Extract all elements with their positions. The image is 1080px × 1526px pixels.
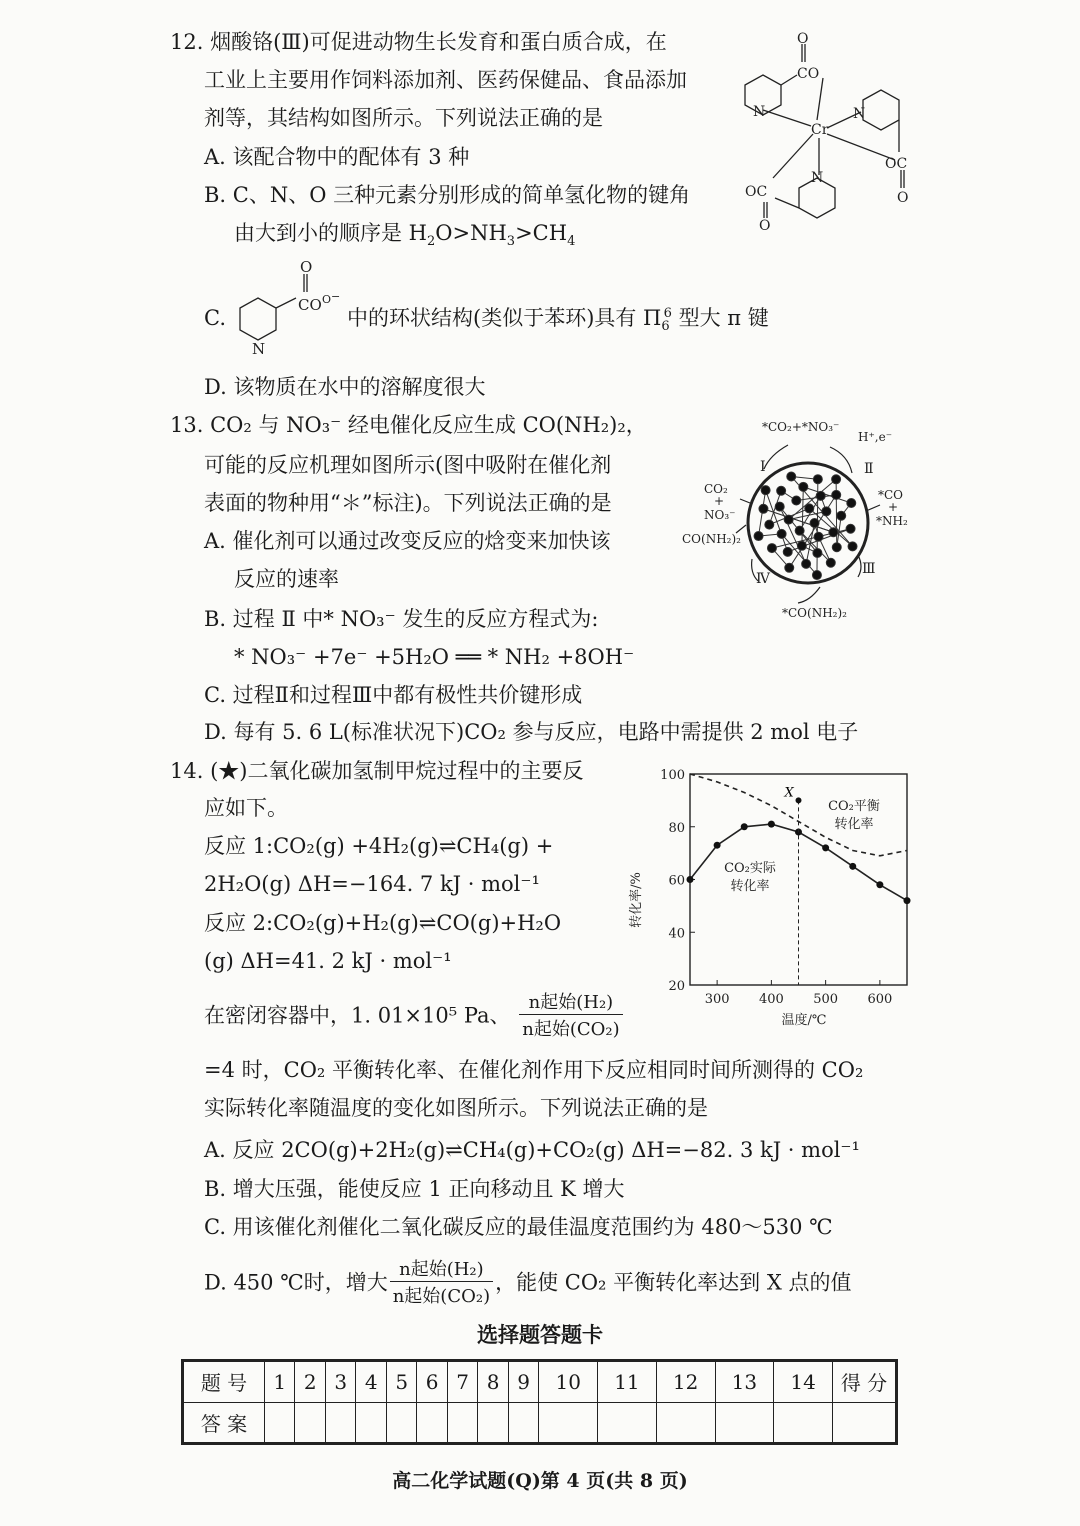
catalyst-site <box>761 486 770 495</box>
q12-stem-line2: 工业上主要用作饲料添加剂、医药保健品、食品添加 <box>204 68 687 92</box>
answer-card-number: 12 <box>656 1361 715 1403</box>
score-cell[interactable] <box>833 1402 897 1444</box>
diagram-step-2: Ⅱ <box>864 461 874 477</box>
actual-conversion-point <box>714 842 721 849</box>
answer-card-number: 13 <box>715 1361 774 1403</box>
q13-option-a-line2: 反应的速率 <box>234 567 339 591</box>
struct-co-top: CO <box>797 66 820 82</box>
q13-option-d: D. 每有 5. 6 L(标准状况下)CO₂ 参与反应，电路中需提供 2 mol 电子 <box>204 720 859 744</box>
q14-ratio-fraction: $\frac{\text{n起始(H₂)}}{\text{n起始(CO₂)}}$ <box>519 988 622 1041</box>
page-footer: 高二化学试题(Q)第 4 页(共 8 页) <box>392 1470 688 1492</box>
q13-stem-line3: 表面的物种用“＊”标注)。下列说法正确的是 <box>204 491 612 515</box>
anion-n: N <box>252 340 266 358</box>
q13-option-b-line2: * NO₃⁻ +7e⁻ +5H₂O ══ * NH₂ +8OH⁻ <box>234 645 635 669</box>
anion-o: O <box>300 258 313 276</box>
x-tick-label: 500 <box>813 992 839 1007</box>
q14-stem-line2: 应如下。 <box>204 796 288 820</box>
answer-card-number: 8 <box>478 1361 508 1403</box>
answer-card-number: 3 <box>325 1361 355 1403</box>
catalyst-site <box>759 504 768 513</box>
chart-act-label-2: 转化率 <box>730 879 770 894</box>
actual-conversion-point <box>849 863 856 870</box>
answer-card-number: 9 <box>508 1361 538 1403</box>
catalyst-site <box>832 543 841 552</box>
y-tick-label: 100 <box>660 768 685 783</box>
x-point-marker <box>796 797 802 803</box>
chart-act-label-1: CO₂实际 <box>724 861 776 876</box>
answer-card-number: 5 <box>386 1361 416 1403</box>
q12-option-a: A. 该配合物中的配体有 3 种 <box>204 145 470 169</box>
q12-stem-line3: 剂等，其结构如图所示。下列说法正确的是 <box>204 106 603 130</box>
answer-cell[interactable] <box>265 1402 295 1444</box>
answer-card-number: 2 <box>295 1361 325 1403</box>
q14-stem-line1: 14. (★)二氧化碳加氢制甲烷过程中的主要反 <box>170 759 584 783</box>
answer-card-row2-label: 答 案 <box>183 1402 265 1444</box>
q14-reaction2-line2: (g) ΔH=41. 2 kJ · mol⁻¹ <box>204 949 452 973</box>
answer-card-answer-row <box>183 1402 897 1444</box>
nicotinate-anion-structure <box>232 258 342 358</box>
answer-cell[interactable] <box>508 1402 538 1444</box>
answer-card-number: 6 <box>417 1361 447 1403</box>
anion-coo: CO <box>298 296 322 314</box>
q14-reaction1-line1: 反应 1:CO₂(g) +4H₂(g)⇌CH₄(g) + <box>204 834 554 858</box>
diagram-left-plus: + <box>714 494 725 508</box>
q12-option-b-line2: 由大到小的顺序是 $H_2O>NH_3>CH_4$ <box>234 221 576 250</box>
actual-conversion-point <box>904 897 911 904</box>
struct-o-right: O <box>897 190 909 206</box>
chromium-nicotinate-structure <box>735 30 925 235</box>
chart-ylabel: 转化率/% <box>629 872 644 928</box>
catalyst-site <box>754 532 763 541</box>
catalyst-site <box>814 532 823 541</box>
diagram-right-nh2: *NH₂ <box>876 514 908 528</box>
answer-card-score-label: 得 分 <box>833 1361 897 1403</box>
struct-cr: Cr <box>811 122 829 138</box>
actual-conversion-point <box>687 876 694 883</box>
x-point-label: X <box>784 785 794 801</box>
conversion-chart <box>629 760 917 1030</box>
q13-stem-line2: 可能的反应机理如图所示(图中吸附在催化剂 <box>204 453 612 477</box>
answer-cell[interactable] <box>656 1402 715 1444</box>
catalyst-site <box>795 526 804 535</box>
catalyst-site <box>829 528 838 537</box>
q14-condition-line3: 实际转化率随温度的变化如图所示。下列说法正确的是 <box>204 1096 708 1120</box>
chart-eq-label-2: 转化率 <box>834 817 874 832</box>
catalyst-site <box>832 490 841 499</box>
catalyst-site <box>797 541 806 550</box>
diagram-left-co2: CO₂ <box>704 482 728 496</box>
actual-conversion-point <box>822 844 829 851</box>
q14-option-d-fraction: $\frac{\text{n起始(H₂)}}{\text{n起始(CO₂)}}$ <box>390 1255 493 1308</box>
diagram-top-label: *CO₂+*NO₃⁻ <box>762 420 840 434</box>
catalyst-site <box>792 496 801 505</box>
diagram-step-4: Ⅳ <box>756 571 770 587</box>
answer-card-title: 选择题答题卡 <box>477 1322 603 1347</box>
answer-cell[interactable] <box>774 1402 833 1444</box>
answer-card-number-row <box>183 1361 897 1403</box>
diagram-he-label: H⁺,e⁻ <box>858 430 893 444</box>
answer-cell[interactable] <box>447 1402 477 1444</box>
answer-cell[interactable] <box>417 1402 447 1444</box>
diagram-bottom-label: *CO(NH₂)₂ <box>782 606 847 620</box>
catalyst-site <box>765 520 774 529</box>
q13-option-c: C. 过程Ⅱ和过程Ⅲ中都有极性共价键形成 <box>204 683 583 707</box>
q12-option-b-line1: B. C、N、O 三种元素分别形成的简单氢化物的键角 <box>204 183 691 207</box>
answer-card-number: 1 <box>265 1361 295 1403</box>
actual-conversion-point <box>741 823 748 830</box>
q12-stem-line1: 12. 烟酸铬(Ⅲ)可促进动物生长发育和蛋白质合成，在 <box>170 30 667 54</box>
catalyst-site <box>783 547 792 556</box>
catalyst-site <box>832 475 841 484</box>
answer-card-number: 4 <box>356 1361 386 1403</box>
catalyst-site <box>813 548 822 557</box>
catalyst-mechanism-diagram <box>680 415 925 625</box>
catalyst-site <box>846 524 855 533</box>
answer-cell[interactable] <box>295 1402 325 1444</box>
q14-option-a: A. 反应 2CO(g)+2H₂(g)⇌CH₄(g)+CO₂(g) ΔH=−82. 3 kJ · mol⁻¹ <box>204 1138 860 1162</box>
q14-reaction1-line2: 2H₂O(g) ΔH=−164. 7 kJ · mol⁻¹ <box>204 872 540 896</box>
answer-card-number: 11 <box>598 1361 657 1403</box>
catalyst-site <box>810 519 819 528</box>
q14-option-b: B. 增大压强，能使反应 1 正向移动且 K 增大 <box>204 1177 625 1201</box>
q14-condition-line: 在密闭容器中，1. 01×10⁵ Pa、 $\frac{\text{n起始(H₂)}}{\text{n起始(CO₂)}}$ <box>204 988 625 1041</box>
q13-option-b-line1: B. 过程 Ⅱ 中* NO₃⁻ 发生的反应方程式为: <box>204 607 599 631</box>
struct-n-bottom: N <box>811 170 824 186</box>
catalyst-site <box>767 544 776 553</box>
actual-conversion-point <box>876 881 883 888</box>
catalyst-site <box>816 491 825 500</box>
y-tick-label: 60 <box>668 873 685 889</box>
answer-card-row1-label: 题 号 <box>183 1361 265 1403</box>
q12-option-c-text: 中的环状结构(类似于苯环)具有 $\Pi_6^6$ 型大 π 键 <box>347 306 769 335</box>
x-tick-label: 600 <box>867 992 893 1007</box>
catalyst-site <box>847 499 856 508</box>
struct-n-left: N <box>753 104 766 120</box>
actual-conversion-point <box>768 821 775 828</box>
chart-eq-label-1: CO₂平衡 <box>828 799 880 814</box>
diagram-step-1: Ⅰ <box>760 459 766 475</box>
struct-o-bottom: O <box>759 218 771 234</box>
q13-option-a-line1: A. 催化剂可以通过改变反应的焓变来加快该 <box>204 529 611 553</box>
anion-minus: − <box>331 290 341 303</box>
y-tick-label: 80 <box>668 820 685 836</box>
catalyst-site <box>826 558 835 567</box>
q14-reaction2-line1: 反应 2:CO₂(g)+H₂(g)⇌CO(g)+H₂O <box>204 911 562 935</box>
answer-cell[interactable] <box>715 1402 774 1444</box>
diagram-right-plus: + <box>888 500 899 514</box>
catalyst-site <box>787 472 796 481</box>
catalyst-site <box>802 559 811 568</box>
diagram-left-no3: NO₃⁻ <box>704 508 736 522</box>
q13-stem-line1: 13. CO₂ 与 NO₃⁻ 经电催化反应生成 CO(NH₂)₂， <box>170 413 647 437</box>
y-tick-label: 20 <box>668 979 685 994</box>
catalyst-site <box>805 504 814 513</box>
catalyst-site <box>837 511 846 520</box>
answer-cell[interactable] <box>539 1402 598 1444</box>
answer-card-number: 10 <box>539 1361 598 1403</box>
catalyst-site <box>775 502 784 511</box>
catalyst-site <box>785 563 794 572</box>
catalyst-site <box>813 475 822 484</box>
answer-card-number: 14 <box>774 1361 833 1403</box>
x-tick-label: 300 <box>704 992 730 1007</box>
catalyst-site <box>812 571 821 580</box>
y-tick-label: 40 <box>668 926 685 942</box>
struct-oc-left: OC <box>745 184 768 200</box>
answer-cell[interactable] <box>325 1402 355 1444</box>
answer-cell[interactable] <box>356 1402 386 1444</box>
catalyst-site <box>848 542 857 551</box>
answer-cell[interactable] <box>386 1402 416 1444</box>
anion-coo-o: O <box>322 293 332 306</box>
catalyst-site <box>777 529 786 538</box>
diagram-right-co: *CO <box>878 488 904 502</box>
struct-oc-right: OC <box>885 156 908 172</box>
q14-option-d: D. 450 ℃时，增大 $\frac{\text{n起始(H₂)}}{\text{n起始(CO₂)}}$ ，能使 CO₂ 平衡转化率达到 X 点的值 <box>204 1255 851 1308</box>
x-tick-label: 400 <box>758 992 784 1007</box>
q12-option-d: D. 该物质在水中的溶解度很大 <box>204 375 486 399</box>
diagram-left-urea: CO(NH₂)₂ <box>682 532 741 546</box>
catalyst-site <box>784 515 793 524</box>
diagram-step-3: Ⅲ <box>862 561 876 577</box>
answer-card-table <box>181 1359 898 1445</box>
answer-cell[interactable] <box>478 1402 508 1444</box>
answer-card-number: 7 <box>447 1361 477 1403</box>
struct-o-top: O <box>797 31 809 47</box>
chart-xlabel: 温度/℃ <box>781 1013 827 1028</box>
catalyst-site <box>777 486 786 495</box>
q12-option-c-label: C. <box>204 306 226 330</box>
q14-option-c: C. 用该催化剂催化二氧化碳反应的最佳温度范围约为 480～530 ℃ <box>204 1215 833 1239</box>
q14-condition-line2: =4 时，CO₂ 平衡转化率、在催化剂作用下反应相同时间所测得的 CO₂ <box>204 1058 864 1082</box>
mesh-link <box>836 479 837 547</box>
struct-n-right: N <box>853 106 866 122</box>
answer-cell[interactable] <box>598 1402 657 1444</box>
catalyst-site <box>822 507 831 516</box>
catalyst-site <box>799 482 808 491</box>
